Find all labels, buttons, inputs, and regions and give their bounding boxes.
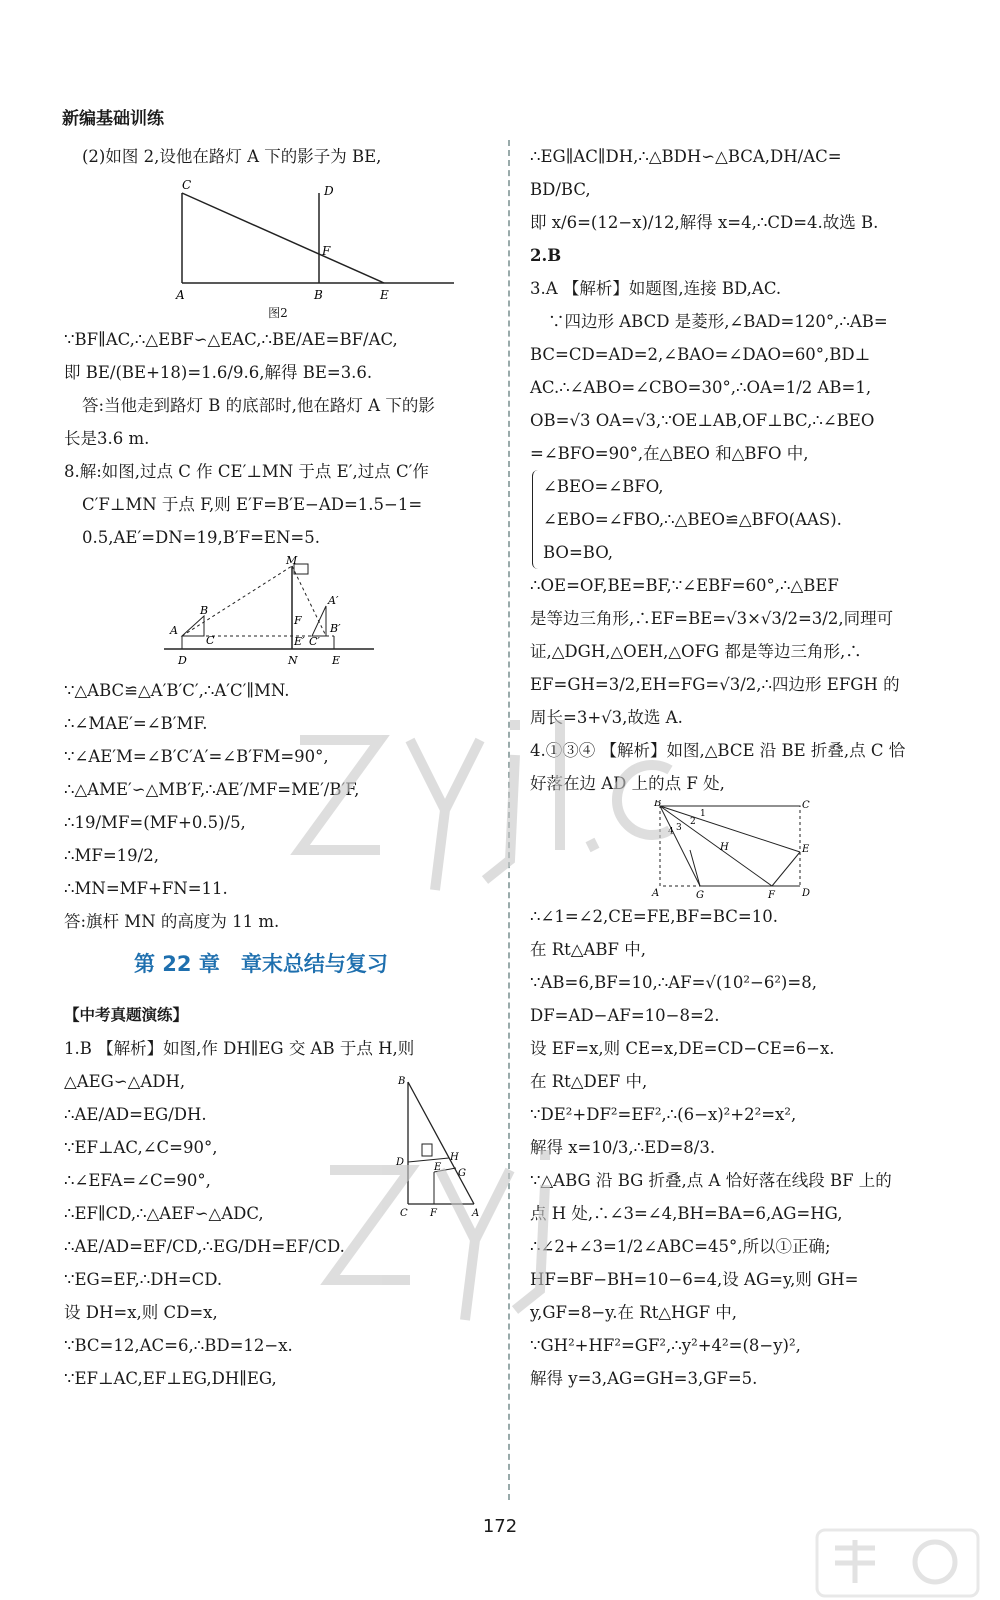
text-line: ∴OE=OF,BE=BF,∵∠EBF=60°,∴△BEF [530, 576, 839, 595]
text-line: ∴MF=19/2, [64, 846, 159, 865]
text-line: 即 x/6=(12−x)/12,解得 x=4,∴CD=4.故选 B. [530, 213, 879, 232]
text-line: 证,△DGH,△OEH,△OFG 都是等边三角形,∴ [530, 642, 862, 661]
label-c: C [182, 178, 192, 192]
text-line: 4.①③④ 【解析】如图,△BCE 沿 BE 折叠,点 C 恰 [530, 741, 906, 760]
right-column [530, 140, 958, 1395]
text-line: 8.解:如图,过点 C 作 CE′⊥MN 于点 E′,过点 C′作 [64, 462, 429, 481]
angle-3: 3 [676, 823, 682, 833]
page-number: 172 [482, 1516, 518, 1537]
text-line: 答:旗杆 MN 的高度为 11 m. [64, 912, 280, 931]
text-line: ∴∠1=∠2,CE=FE,BF=BC=10. [530, 907, 778, 926]
text-line: ∴EG∥AC∥DH,∴△BDH∽△BCA,DH/AC= [530, 147, 842, 166]
text-line: 设 DH=x,则 CD=x, [64, 1303, 218, 1322]
section-tag: 【中考真题演练】 [64, 1006, 189, 1024]
label-a-prime: A′ [328, 594, 339, 607]
text-line: 长是3.6 m. [64, 429, 150, 448]
label-e: E [380, 288, 389, 302]
label-c: C [206, 634, 215, 647]
text-line: 是等边三角形,∴EF=BE=√3×√3/2=3/2,同理可 [530, 609, 894, 628]
text-line: y,GF=8−y.在 Rt△HGF 中, [530, 1303, 738, 1322]
text-line: ∵四边形 ABCD 是菱形,∠BAD=120°,∴AB= [548, 312, 888, 331]
text-line: ∵∠AE′M=∠B′C′A′=∠B′FM=90°, [64, 747, 329, 766]
label-a: A [652, 888, 660, 899]
text-line: EF=GH=3/2,EH=FG=√3/2,∴四边形 EFGH 的 [530, 675, 900, 694]
angle-4: 4 [668, 827, 674, 837]
text-line: ∴EF∥CD,∴△AEF∽△ADC, [64, 1204, 264, 1223]
label-a: A [472, 1208, 480, 1219]
text-line: C′F⊥MN 于点 F,则 E′F=B′E−AD=1.5−1= [82, 495, 423, 514]
system-row: ∠EBO=∠FBO,∴△BEO≌△BFO(AAS). [543, 510, 842, 529]
text-line: ∵BF∥AC,∴△EBF∽△EAC,∴BE/AE=BF/AC, [64, 330, 398, 349]
label-e: E [802, 844, 810, 855]
running-header: 新编基础训练 [62, 109, 164, 129]
figure-2-diagram [64, 173, 484, 305]
text-line: ∴∠MAE′=∠B′MF. [64, 714, 208, 733]
text-line: ∴△AME′∽△MB′F,∴AE′/MF=ME′/B′F, [64, 780, 360, 799]
system-row: BO=BO, [543, 543, 614, 562]
column-divider [508, 140, 510, 1500]
label-b: B [398, 1076, 406, 1087]
text-line: (2)如图 2,设他在路灯 A 下的影子为 BE, [82, 147, 382, 166]
figure-2-caption: 图2 [268, 306, 288, 320]
label-a: A [170, 624, 178, 637]
text-line: ∴MN=MF+FN=11. [64, 879, 228, 898]
figure-8-diagram [64, 554, 484, 670]
text-line: ∵EF⊥AC,EF⊥EG,DH∥EG, [64, 1369, 277, 1388]
left-column [64, 140, 492, 1395]
text-line: ∵EG=EF,∴DH=CD. [64, 1270, 223, 1289]
text-line: 点 H 处,∴∠3=∠4,BH=BA=6,AG=HG, [530, 1204, 843, 1223]
figure-4-diagram [530, 800, 950, 900]
text-line: BD/BC, [530, 180, 591, 199]
text-line: 1.B 【解析】如图,作 DH∥EG 交 AB 于点 H,则 [64, 1039, 415, 1058]
label-c-prime: C′ [309, 635, 320, 648]
label-n: N [288, 654, 298, 667]
text-line: ∴∠EFA=∠C=90°, [64, 1171, 211, 1190]
text-line: 0.5,AE′=DN=19,B′F=EN=5. [82, 528, 320, 547]
figure-4 [530, 800, 958, 900]
text-line: 答:当他走到路灯 B 的底部时,他在路灯 A 下的影 [82, 396, 435, 415]
chapter-title: 第 22 章 章末总结与复习 [134, 952, 388, 976]
text-line: 在 Rt△DEF 中, [530, 1072, 648, 1091]
text-line: ∴19/MF=(MF+0.5)/5, [64, 813, 246, 832]
label-a: A [176, 288, 185, 302]
label-d: D [324, 184, 334, 198]
text-line: 解得 y=3,AG=GH=3,GF=5. [530, 1369, 758, 1388]
text-line: ∵GH²+HF²=GF²,∴y²+4²=(8−y)², [530, 1336, 801, 1355]
label-m: M [286, 554, 298, 567]
text-line: ∵BC=12,AC=6,∴BD=12−x. [64, 1336, 293, 1355]
text-line: ∵DE²+DF²=EF²,∴(6−x)²+2²=x², [530, 1105, 797, 1124]
label-e-prime: E′ [294, 635, 305, 648]
text-line: ∴∠2+∠3=1/2∠ABC=45°,所以①正确; [530, 1237, 831, 1256]
text-line: AC.∴∠ABO=∠CBO=30°,∴OA=1/2 AB=1, [530, 378, 872, 397]
label-f: F [430, 1208, 437, 1219]
text-line: 周长=3+√3,故选 A. [530, 708, 683, 727]
label-f: F [294, 614, 302, 627]
text-line: ∵AB=6,BF=10,∴AF=√(10²−6²)=8, [530, 973, 817, 992]
system-row: ∠BEO=∠BFO, [543, 477, 664, 496]
label-e: E [332, 654, 341, 667]
label-b: B [200, 604, 209, 617]
text-line: 在 Rt△ABF 中, [530, 940, 646, 959]
corner-logo-graphic [815, 1528, 980, 1598]
text-line: 设 EF=x,则 CE=x,DE=CD−CE=6−x. [530, 1039, 835, 1058]
text-line: DF=AD−AF=10−8=2. [530, 1006, 720, 1025]
text-line: ∴AE/AD=EG/DH. [64, 1105, 207, 1124]
figure-8 [64, 554, 492, 674]
text-line: =∠BFO=90°,在△BEO 和△BFO 中, [530, 444, 809, 463]
label-c: C [802, 800, 810, 811]
label-h: H [720, 842, 729, 853]
label-c: C [400, 1208, 408, 1219]
text-line: 即 BE/(BE+18)=1.6/9.6,解得 BE=3.6. [64, 363, 373, 382]
equation-system [532, 470, 958, 569]
label-b: B [314, 288, 323, 302]
label-b-prime: B′ [330, 622, 341, 635]
figure-1-diagram [394, 1072, 484, 1222]
text-line: 3.A 【解析】如题图,连接 BD,AC. [530, 279, 782, 298]
text-line: ∵△ABC≌△A′B′C′,∴A′C′∥MN. [64, 681, 290, 700]
text-line: OB=√3 OA=√3,∵OE⊥AB,OF⊥BC,∴∠BEO [530, 411, 875, 430]
text-line: BC=CD=AD=2,∠BAO=∠DAO=60°,BD⊥ [530, 345, 871, 364]
label-d: D [802, 888, 811, 899]
label-f: F [322, 244, 331, 258]
angle-2: 2 [690, 817, 696, 827]
text-line: △AEG∽△ADH, [64, 1072, 186, 1091]
label-b: B [654, 800, 662, 809]
angle-1: 1 [700, 809, 706, 819]
q1-block [64, 1032, 492, 1395]
text-line: 解得 x=10/3,∴ED=8/3. [530, 1138, 716, 1157]
text-line: ∵△ABG 沿 BG 折叠,点 A 恰好落在线段 BF 上的 [530, 1171, 892, 1190]
answer-2: 2.B [530, 246, 562, 265]
figure-2 [64, 173, 492, 323]
text-line: HF=BF−BH=10−6=4,设 AG=y,则 GH= [530, 1270, 859, 1289]
text-line: ∴AE/AD=EF/CD,∴EG/DH=EF/CD. [64, 1237, 345, 1256]
label-g: G [696, 890, 704, 900]
text-line: ∵EF⊥AC,∠C=90°, [64, 1138, 218, 1157]
label-e: E [434, 1162, 442, 1173]
label-f: F [768, 890, 775, 900]
label-g: G [458, 1168, 466, 1179]
label-d: D [178, 654, 187, 667]
label-d: D [396, 1157, 405, 1168]
text-line: 好落在边 AD 上的点 F 处, [530, 774, 725, 793]
label-h: H [450, 1152, 459, 1163]
